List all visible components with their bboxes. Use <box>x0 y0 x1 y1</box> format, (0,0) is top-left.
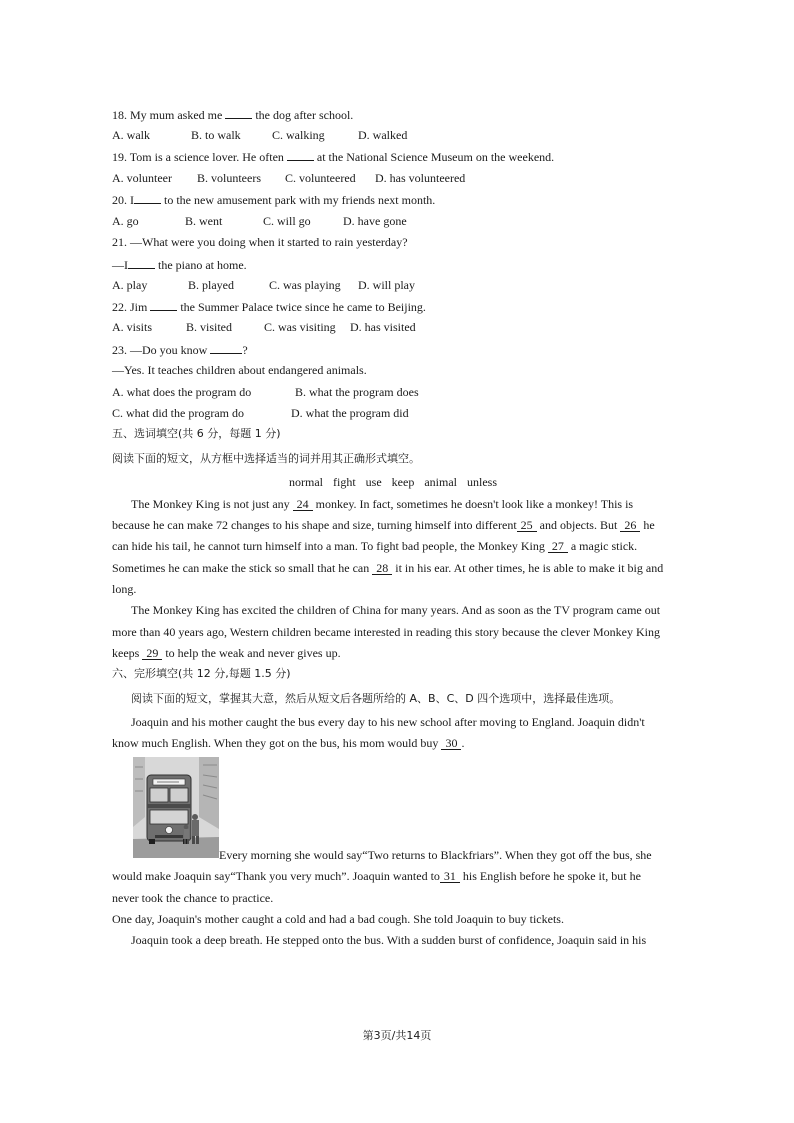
question-21-option-a[interactable]: A. play <box>112 278 148 292</box>
question-21-option-d[interactable]: D. will play <box>358 278 415 292</box>
passage-1-line: because he can make 72 changes to his shape and size, turning himself into different 25 and objects. But 26 he <box>112 518 655 532</box>
question-21-stem: 21. —What were you doing when it started to rain yesterday? <box>112 235 408 249</box>
cloze-line: Joaquin and his mother caught the bus every day to his new school after moving to England. Joaquin didn't <box>131 715 645 729</box>
question-18-option-c[interactable]: C. walking <box>272 128 325 142</box>
cloze-line: One day, Joaquin's mother caught a cold and had a bad cough. She told Joaquin to buy tickets. <box>112 912 564 926</box>
section-6-instruction: 阅读下面的短文，掌握其大意，然后从短文后各题所给的 A、B、C、D 四个选项中，选择最佳选项。 <box>131 692 621 705</box>
blank-31[interactable]: 31 <box>440 870 460 883</box>
question-20-stem: 20. I to the new amusement park with my friends next month. <box>112 193 436 207</box>
question-23-option-c[interactable]: C. what did the program do <box>112 406 244 420</box>
question-19-option-a[interactable]: A. volunteer <box>112 171 172 185</box>
section-5-instruction: 阅读下面的短文，从方框中选择适当的词并用其正确形式填空。 <box>112 452 420 465</box>
question-18-option-b[interactable]: B. to walk <box>191 128 241 142</box>
question-23-option-a[interactable]: A. what does the program do <box>112 385 252 399</box>
question-20-option-a[interactable]: A. go <box>112 214 139 228</box>
question-18-stem: 18. My mum asked me the dog after school. <box>112 108 354 122</box>
question-23-option-d[interactable]: D. what the program did <box>291 406 409 420</box>
word-box-item: use <box>365 475 382 489</box>
question-22-option-b[interactable]: B. visited <box>186 320 233 334</box>
question-22-stem: 22. Jim the Summer Palace twice since he came to Beijing. <box>112 300 426 314</box>
page-number: 第3页/共14页 <box>362 1029 432 1042</box>
question-23-option-b[interactable]: B. what the program does <box>295 385 419 399</box>
word-box-item: animal <box>424 475 457 489</box>
cloze-line: Every morning she would say“Two returns to Blackfriars”. When they got off the bus, she <box>219 848 652 862</box>
passage-1-line: long. <box>112 582 137 596</box>
question-21-option-b[interactable]: B. played <box>188 278 234 292</box>
question-22-option-a[interactable]: A. visits <box>112 320 153 334</box>
passage-1-line: can hide his tail, he cannot turn himself into a man. To fight bad people, the Monkey King 27 a magic stick. <box>112 539 638 553</box>
word-box-item: fight <box>333 475 356 489</box>
section-6-heading: 六、完形填空(共 12 分,每题 1.5 分) <box>112 667 291 680</box>
passage-1-line: The Monkey King is not just any 24 monkey. In fact, sometimes he doesn't look like a monkey! This is <box>131 497 634 511</box>
blank-28[interactable]: 28 <box>372 562 392 575</box>
question-20-option-d[interactable]: D. have gone <box>343 214 407 228</box>
question-20-option-b[interactable]: B. went <box>185 214 223 228</box>
question-18-option-a[interactable]: A. walk <box>112 128 150 142</box>
blank-27[interactable]: 27 <box>548 540 568 553</box>
cloze-line: would make Joaquin say“Thank you very much”. Joaquin wanted to 31 his English before he spoke it, but he <box>112 869 641 883</box>
question-21-option-c[interactable]: C. was playing <box>269 278 341 292</box>
question-19-stem: 19. Tom is a science lover. He often at the National Science Museum on the weekend. <box>112 150 555 164</box>
question-21-reply: —I the piano at home. <box>112 258 247 272</box>
blank-30[interactable]: 30 <box>441 737 461 750</box>
answer-blank <box>128 257 155 269</box>
question-19-option-d[interactable]: D. has volunteered <box>375 171 466 185</box>
answer-blank <box>225 107 252 119</box>
word-box-item: keep <box>391 475 415 489</box>
question-20-option-c[interactable]: C. will go <box>263 214 311 228</box>
passage-2-line: more than 40 years ago, Western children became interested in reading this story because the clever Monkey King <box>112 625 660 639</box>
blank-26[interactable]: 26 <box>620 519 640 532</box>
word-box <box>289 475 507 489</box>
question-22-option-c[interactable]: C. was visiting <box>264 320 336 334</box>
answer-blank <box>150 299 177 311</box>
section-5-heading: 五、选词填空(共 6 分，每题 1 分) <box>112 427 281 440</box>
blank-24[interactable]: 24 <box>293 498 313 511</box>
cloze-line: know much English. When they got on the bus, his mom would buy 30 . <box>112 736 465 750</box>
question-19-option-c[interactable]: C. volunteered <box>285 171 356 185</box>
blank-29[interactable]: 29 <box>142 647 162 660</box>
passage-2-line: The Monkey King has excited the children of China for many years. And as soon as the TV program came out <box>131 603 661 617</box>
answer-blank <box>134 192 161 204</box>
bus-illustration <box>133 757 219 858</box>
question-23-reply: —Yes. It teaches children about endangered animals. <box>112 363 367 377</box>
word-box-item: unless <box>466 475 497 489</box>
passage-1-line: Sometimes he can make the stick so small that he can 28 it in his ear. At other times, he is able to make it big and <box>112 561 664 575</box>
question-18-option-d[interactable]: D. walked <box>358 128 408 142</box>
question-19-option-b[interactable]: B. volunteers <box>197 171 261 185</box>
cloze-line: never took the chance to practice. <box>112 891 274 905</box>
answer-blank <box>287 149 314 161</box>
word-box-item: normal <box>289 475 323 489</box>
answer-blank <box>210 342 242 354</box>
passage-2-line: keeps 29 to help the weak and never gives up. <box>112 646 341 660</box>
question-22-option-d[interactable]: D. has visited <box>350 320 416 334</box>
blank-25[interactable]: 25 <box>517 519 537 532</box>
question-23-stem: 23. —Do you know ? <box>112 343 248 357</box>
cloze-line: Joaquin took a deep breath. He stepped onto the bus. With a sudden burst of confidence, Joaquin said in his <box>131 933 647 947</box>
